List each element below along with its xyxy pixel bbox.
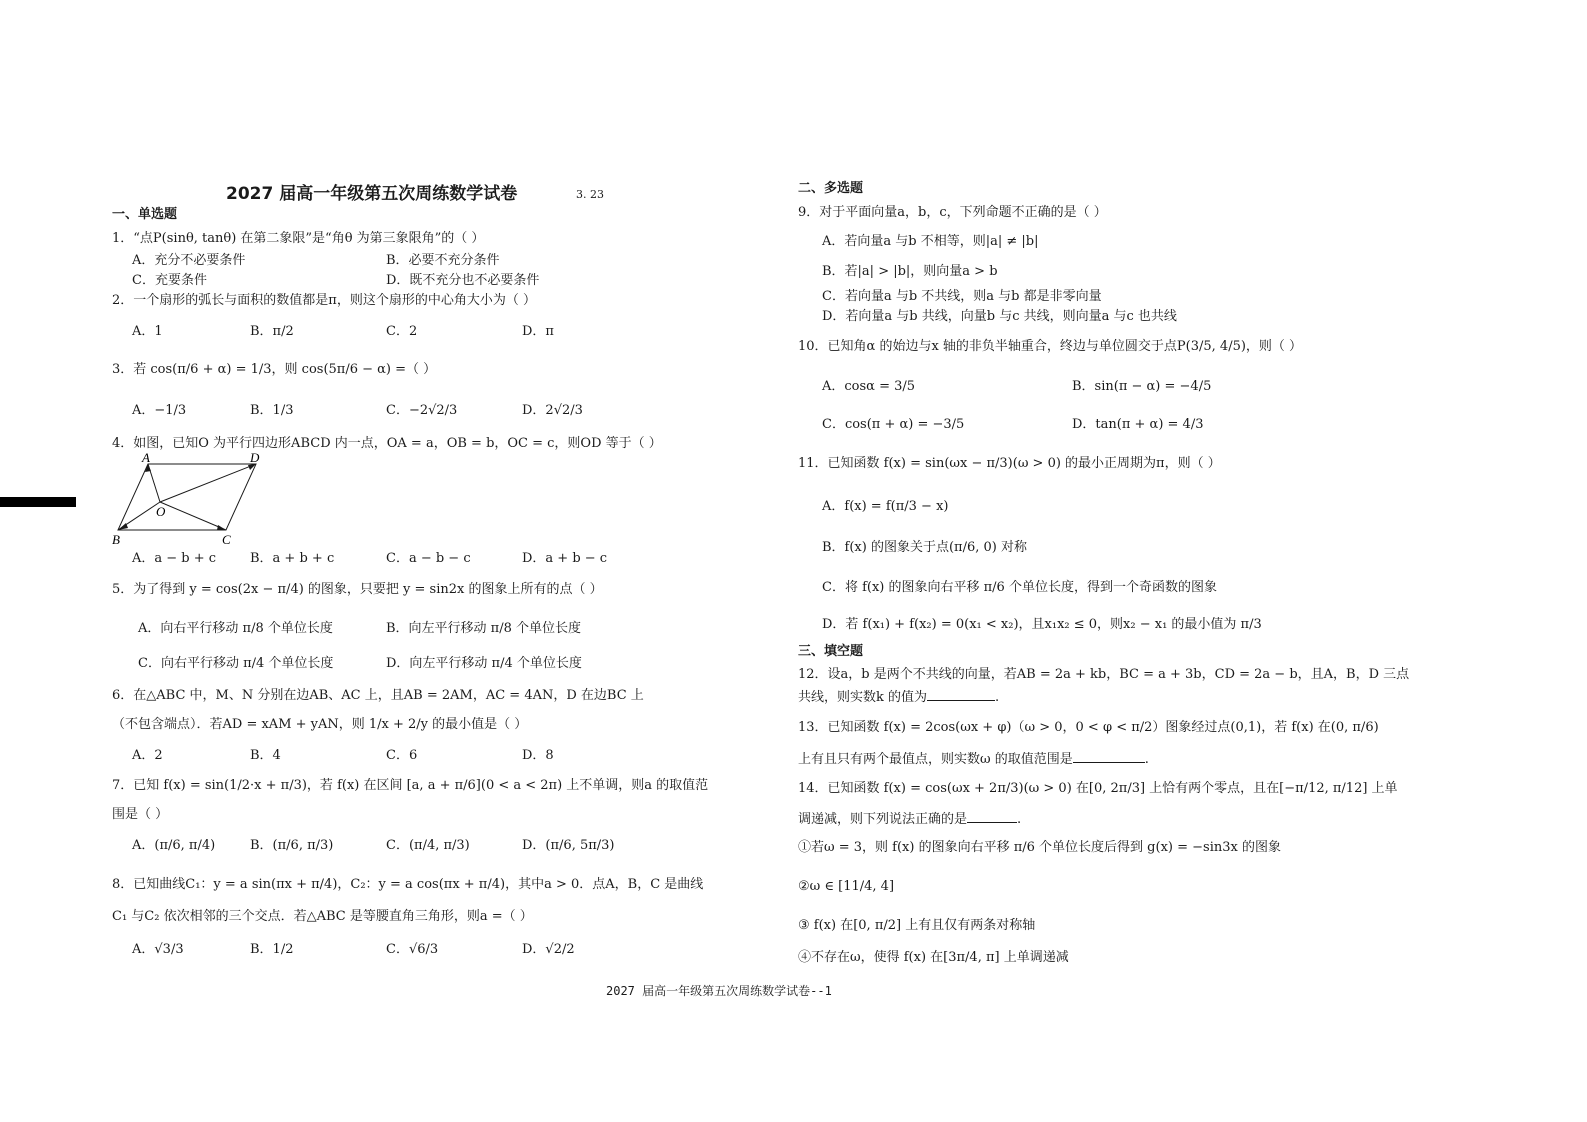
- q7-option-c: C．(π/4, π/3): [386, 838, 470, 853]
- q12-answer-blank[interactable]: [927, 688, 995, 701]
- q1-option-a: A．充分不必要条件: [132, 253, 246, 268]
- page-edge-marker: [0, 497, 76, 507]
- q14-statement-2: ②ω ∈ [11/4, 4]: [798, 879, 895, 894]
- q7-option-b: B．(π/6, π/3): [250, 838, 334, 853]
- q14-statement-3: ③ f(x) 在[0, π/2] 上有且仅有两条对称轴: [798, 918, 1036, 933]
- vertex-label-a: A: [142, 452, 150, 465]
- parallelogram-outline: [118, 464, 256, 530]
- q6-option-a: A．2: [132, 748, 163, 763]
- q6-option-c: C．6: [386, 748, 418, 763]
- q13-stem: 13．已知函数 f(x) = 2cos(ωx + φ)（ω > 0，0 < φ < π/2）图象经过点(0,1)，若 f(x) 在(0, π/6): [798, 720, 1379, 735]
- section-single-choice: 一、单选题: [112, 207, 178, 222]
- q3-stem: 3．若 cos(π/6 + α) = 1/3，则 cos(5π/6 − α) =（ ）: [112, 362, 437, 377]
- q13-answer-blank[interactable]: [1073, 750, 1145, 763]
- q13-stem-cont: 上有且只有两个最值点，则实数ω 的取值范围是: [798, 752, 1073, 767]
- q4-option-a: A．a − b + c: [132, 551, 217, 566]
- q3-option-c: C．−2√2/3: [386, 403, 458, 418]
- q12-period: .: [995, 690, 1000, 705]
- q2-option-d: D．π: [522, 324, 554, 339]
- vertex-label-b: B: [112, 532, 120, 547]
- q9-option-d: D．若向量a 与b 共线，向量b 与c 共线，则向量a 与c 也共线: [822, 309, 1177, 324]
- vertex-label-c: C: [222, 532, 231, 547]
- q8-stem: 8．已知曲线C₁：y = a sin(πx + π/4)，C₂：y = a cos(πx + π/4)，其中a > 0．点A，B，C 是曲线: [112, 877, 704, 892]
- q11-stem: 11．已知函数 f(x) = sin(ωx − π/3)(ω > 0) 的最小正周期为π，则（ ）: [798, 456, 1221, 471]
- q4-option-d: D．a + b − c: [522, 551, 608, 566]
- q12-stem-cont-line: [798, 688, 999, 705]
- q10-option-d: D．tan(π + α) = 4/3: [1072, 417, 1204, 432]
- q1-stem: 1．“点P(sinθ, tanθ) 在第二象限”是“角θ 为第三象限角”的（ ）: [112, 231, 485, 246]
- q4-stem: 4．如图，已知O 为平行四边形ABCD 内一点，OA = a，OB = b，OC = c，则OD 等于（ ）: [112, 436, 662, 451]
- q6-option-d: D．8: [522, 748, 554, 763]
- q7-stem: 7．已知 f(x) = sin(1/2·x + π/3)，若 f(x) 在区间 [a, a + π/6](0 < a < 2π) 上不单调，则a 的取值范: [112, 778, 709, 793]
- q6-option-b: B．4: [250, 748, 281, 763]
- page-footer: 2027 届高一年级第五次周练数学试卷--1: [606, 984, 832, 998]
- q14-statement-1: ①若ω = 3，则 f(x) 的图象向右平移 π/6 个单位长度后得到 g(x) = −sin3x 的图象: [798, 840, 1281, 855]
- q10-option-c: C．cos(π + α) = −3/5: [822, 417, 965, 432]
- q11-option-a: A．f(x) = f(π/3 − x): [822, 499, 949, 514]
- q4-option-c: C．a − b − c: [386, 551, 471, 566]
- q14-period: .: [1017, 812, 1022, 827]
- q5-option-d: D．向左平行移动 π/4 个单位长度: [386, 656, 582, 671]
- q2-option-c: C．2: [386, 324, 418, 339]
- vertex-label-o: O: [156, 504, 166, 519]
- q12-stem-cont: 共线，则实数k 的值为: [798, 690, 928, 705]
- exam-date: 3. 23: [576, 188, 604, 201]
- q1-option-b: B．必要不充分条件: [386, 253, 500, 268]
- q8-option-d: D．√2/2: [522, 942, 575, 957]
- q13-stem-cont-line: [798, 750, 1149, 767]
- q2-option-a: A．1: [132, 324, 163, 339]
- q13-period: .: [1144, 752, 1149, 767]
- page-title: 2027 届高一年级第五次周练数学试卷: [226, 184, 518, 204]
- q9-option-b: B．若|a| > |b|，则向量a > b: [822, 264, 998, 279]
- q2-option-b: B．π/2: [250, 324, 294, 339]
- q3-option-d: D．2√2/3: [522, 403, 583, 418]
- q8-option-a: A．√3/3: [132, 942, 184, 957]
- q11-option-d: D．若 f(x₁) + f(x₂) = 0(x₁ < x₂)，且x₁x₂ ≤ 0，则x₂ − x₁ 的最小值为 π/3: [822, 617, 1262, 632]
- q9-stem: 9．对于平面向量a，b，c，下列命题不正确的是（ ）: [798, 205, 1107, 220]
- q14-answer-blank[interactable]: [967, 810, 1017, 823]
- q6-stem-cont: （不包含端点）．若AD = xAM + yAN，则 1/x + 2/y 的最小值是（ ）: [112, 717, 528, 732]
- q8-option-c: C．√6/3: [386, 942, 439, 957]
- q6-stem: 6．在△ABC 中，M、N 分别在边AB、AC 上，且AB = 2AM，AC = 4AN，D 在边BC 上: [112, 688, 644, 703]
- q11-option-c: C．将 f(x) 的图象向右平移 π/6 个单位长度，得到一个奇函数的图象: [822, 580, 1217, 595]
- q5-option-b: B．向左平行移动 π/8 个单位长度: [386, 621, 582, 636]
- q9-option-c: C．若向量a 与b 不共线，则a 与b 都是非零向量: [822, 289, 1102, 304]
- q1-option-d: D．既不充分也不必要条件: [386, 273, 540, 288]
- q7-stem-cont: 围是（ ）: [112, 807, 169, 822]
- parallelogram-figure: [108, 452, 268, 548]
- q14-stem-cont-line: [798, 810, 1021, 827]
- q10-option-a: A．cosα = 3/5: [822, 379, 916, 394]
- q3-option-b: B．1/3: [250, 403, 294, 418]
- q3-option-a: A．−1/3: [132, 403, 187, 418]
- q14-stem: 14．已知函数 f(x) = cos(ωx + 2π/3)(ω > 0) 在[0, 2π/3] 上恰有两个零点，且在[−π/12, π/12] 上单: [798, 781, 1398, 796]
- q5-stem: 5．为了得到 y = cos(2x − π/4) 的图象，只要把 y = sin2x 的图象上所有的点（ ）: [112, 582, 603, 597]
- q4-option-b: B．a + b + c: [250, 551, 335, 566]
- q7-option-a: A．(π/6, π/4): [132, 838, 216, 853]
- q1-option-c: C．充要条件: [132, 273, 207, 288]
- section-fill-in: 三、填空题: [798, 644, 864, 659]
- q14-statement-4: ④不存在ω，使得 f(x) 在[3π/4, π] 上单调递减: [798, 950, 1069, 965]
- q11-option-b: B．f(x) 的图象关于点(π/6, 0) 对称: [822, 540, 1027, 555]
- q10-option-b: B．sin(π − α) = −4/5: [1072, 379, 1212, 394]
- vector-oc: [160, 502, 226, 530]
- q8-option-b: B．1/2: [250, 942, 294, 957]
- q14-stem-cont: 调递减，则下列说法正确的是: [798, 812, 968, 827]
- section-multiple-choice: 二、多选题: [798, 181, 864, 196]
- q7-option-d: D．(π/6, 5π/3): [522, 838, 615, 853]
- q8-stem-cont: C₁ 与C₂ 依次相邻的三个交点．若△ABC 是等腰直角三角形，则a =（ ）: [112, 909, 533, 924]
- arrowhead-c: [217, 525, 226, 530]
- q2-stem: 2．一个扇形的弧长与面积的数值都是π，则这个扇形的中心角大小为（ ）: [112, 293, 536, 308]
- q12-stem: 12．设a，b 是两个不共线的向量，若AB = 2a + kb，BC = a + 3b，CD = 2a − b，且A，B，D 三点: [798, 667, 1410, 682]
- q5-option-c: C．向右平行移动 π/4 个单位长度: [138, 656, 334, 671]
- vertex-label-d: D: [250, 452, 260, 465]
- q5-option-a: A．向右平行移动 π/8 个单位长度: [138, 621, 333, 636]
- q10-stem: 10．已知角α 的始边与x 轴的非负半轴重合，终边与单位圆交于点P(3/5, 4/5)，则（ ）: [798, 339, 1303, 354]
- q9-option-a: A．若向量a 与b 不相等，则|a| ≠ |b|: [822, 234, 1039, 249]
